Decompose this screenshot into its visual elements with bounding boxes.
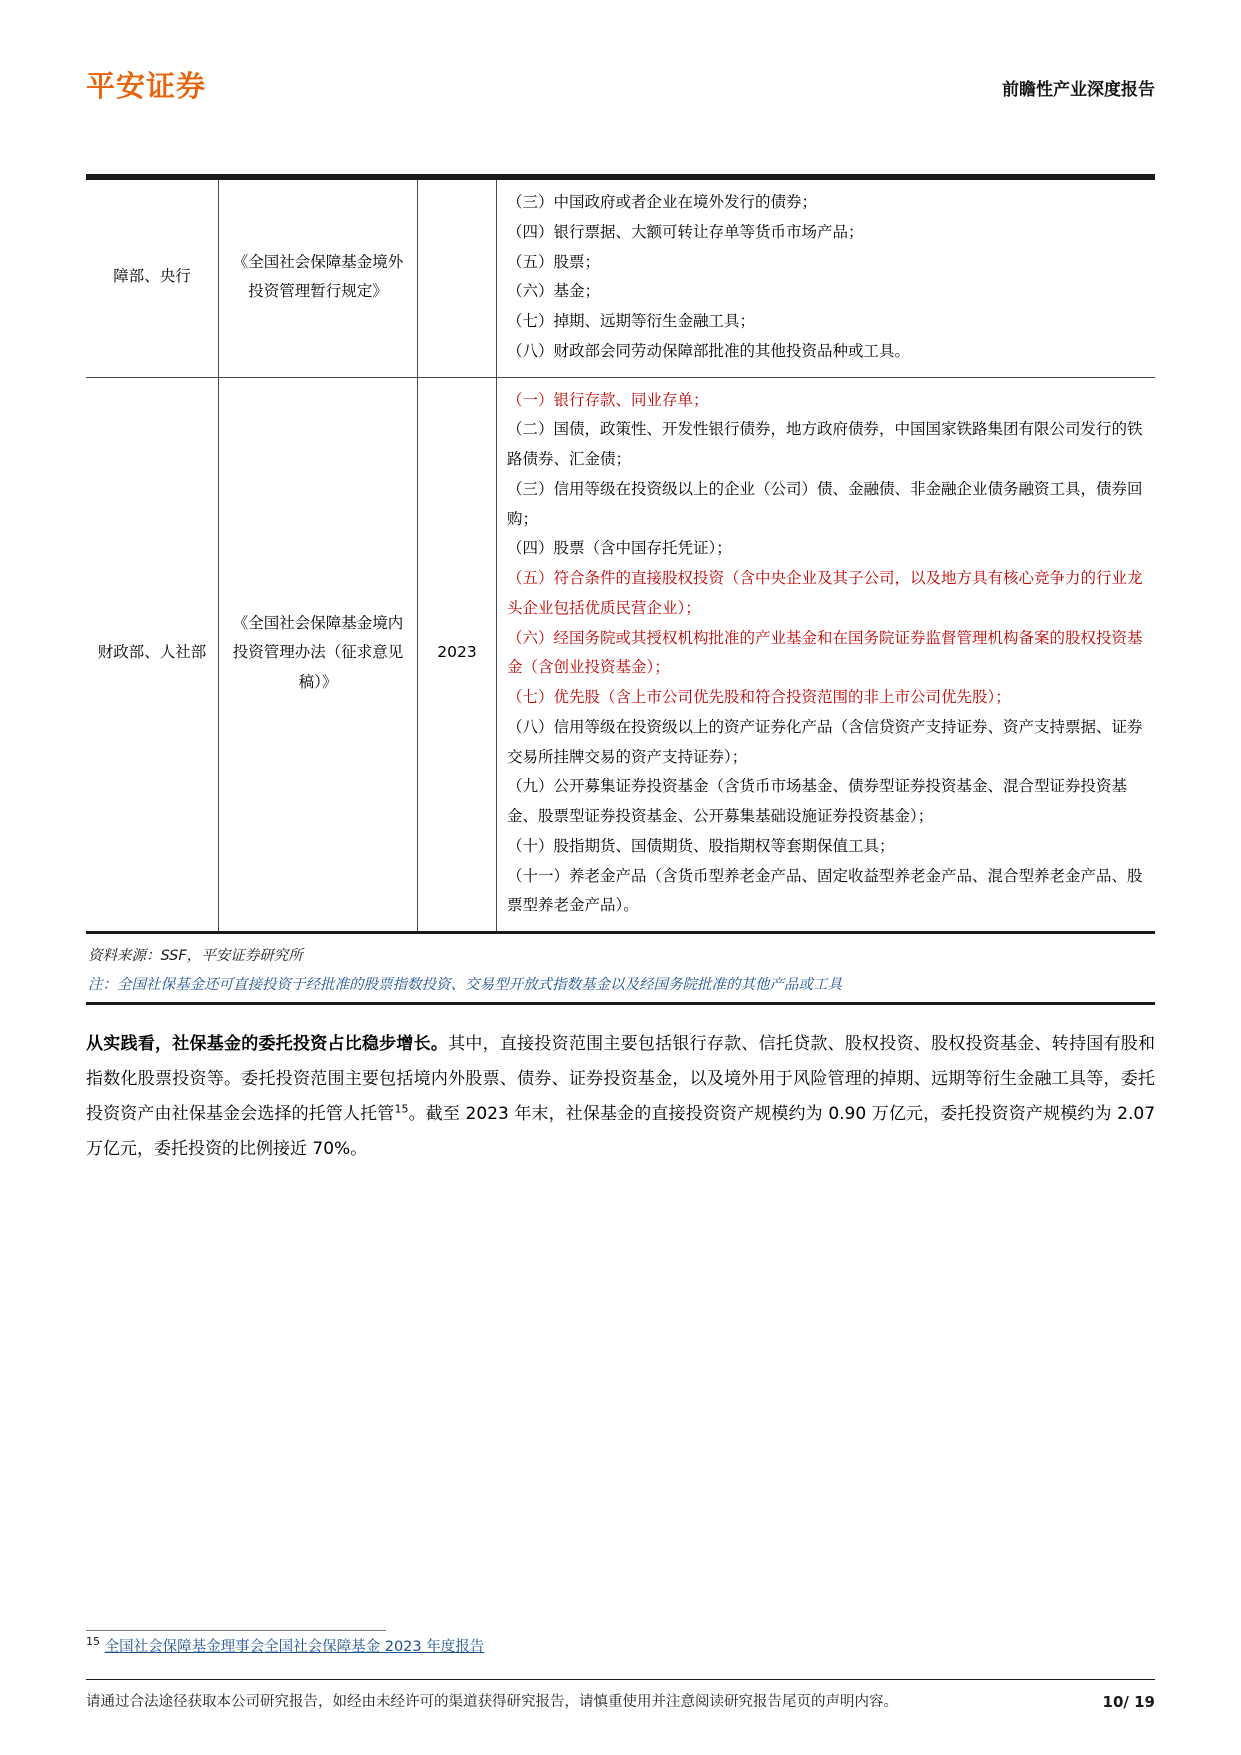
scope-item: （三）中国政府或者企业在境外发行的债券； bbox=[507, 193, 818, 211]
cell-year: 2023 bbox=[418, 377, 497, 933]
cell-document-name: 《全国社会保障基金境外投资管理暂行规定》 bbox=[219, 179, 418, 378]
table-source-line: 资料来源：SSF，平安证券研究所 bbox=[88, 948, 303, 964]
body-paragraph bbox=[86, 1027, 1155, 1167]
scope-item: （三）信用等级在投资级以上的企业（公司）债、金融债、非金融企业债务融资工具，债券回购； bbox=[507, 479, 1143, 528]
cell-investment-scope bbox=[497, 377, 1156, 933]
page-header bbox=[86, 0, 1155, 150]
scope-item-highlighted: （一）银行存款、同业存单； bbox=[507, 390, 709, 409]
footnote-entry bbox=[86, 1637, 1155, 1659]
scope-item: （四）股票（含中国存托凭证）； bbox=[507, 539, 732, 558]
scope-item: （十一）养老金产品（含货币型养老金产品、固定收益型养老金产品、混合型养老金产品、股票型养老金产品）。 bbox=[507, 866, 1143, 915]
page-footer bbox=[86, 1679, 1155, 1711]
scope-item-highlighted: （五）符合条件的直接股权投资（含中央企业及其子公司，以及地方具有核心竞争力的行业龙头企业包括优质民营企业）； bbox=[507, 569, 1143, 617]
cell-document-name: 《全国社会保障基金境内投资管理办法（征求意见稿）》 bbox=[219, 377, 418, 933]
scope-item: （九）公开募集证券投资基金（含货币市场基金、债券型证券投资基金、混合型证券投资基金、股票型证券投资基金、公开募集基础设施证券投资基金）； bbox=[507, 777, 1128, 825]
footnote-divider bbox=[86, 1630, 386, 1631]
policy-investment-scope-table bbox=[86, 177, 1155, 934]
paragraph-text-part-2: 。截至 2023 年末，社保基金的直接投资资产规模约为 0.90 万亿元，委托投资资产规模约为 2.07 万亿元，委托投资的比例接近 70%。 bbox=[86, 1104, 1156, 1160]
company-logo-pingan-securities: 平安证券 bbox=[86, 69, 207, 103]
table-row bbox=[86, 179, 1155, 378]
footnote-link[interactable]: 全国社会保障基金理事会全国社会保障基金 2023 年度报告 bbox=[104, 1639, 485, 1656]
table-note-line: 注：全国社保基金还可直接投资于经批准的股票指数投资、交易型开放式指数基金以及经国务院批准的其他产品或工具 bbox=[86, 969, 1155, 1005]
scope-item: （十）股指期货、国债期货、股指期权等套期保值工具； bbox=[507, 836, 895, 855]
scope-item: （八）财政部会同劳动保障部批准的其他投资品种或工具。 bbox=[507, 341, 911, 360]
scope-item: （五）股票； bbox=[507, 252, 601, 271]
cell-department: 障部、央行 bbox=[86, 179, 219, 378]
report-type-label: 前瞻性产业深度报告 bbox=[1002, 80, 1155, 99]
scope-item: （六）基金； bbox=[507, 282, 601, 301]
scope-item: （七）掉期、远期等衍生金融工具； bbox=[507, 312, 756, 330]
table-body bbox=[86, 179, 1155, 933]
page-number: 10/ 19 bbox=[1102, 1693, 1155, 1711]
paragraph-lead-sentence: 从实践看，社保基金的委托投资占比稳步增长。 bbox=[86, 1034, 449, 1054]
scope-item: （四）银行票据、大额可转让存单等货币市场产品； bbox=[507, 222, 864, 241]
footnote-reference-marker: 15 bbox=[394, 1102, 409, 1116]
paragraph-text-part-1: 其中，直接投资范围主要包括银行存款、信托贷款、股权投资、股权投资基金、转持国有股和指数化股票投资等。委托投资范围主要包括境内外股票、债券、证券投资基金，以及境外用于风险管理的掉期、远期等衍生金融工具等，委托投资资产由社保基金会选择的托管人托管 bbox=[86, 1034, 1156, 1125]
scope-item: （二）国债，政策性、开发性银行债券，地方政府债券，中国国家铁路集团有限公司发行的铁路债券、汇金债； bbox=[507, 420, 1143, 468]
footer-disclaimer: 请通过合法途径获取本公司研究报告，如经由未经许可的渠道获得研究报告，请慎重使用并注意阅读研究报告尾页的声明内容。 bbox=[86, 1694, 898, 1710]
scope-item-highlighted: （六）经国务院或其授权机构批准的产业基金和在国务院证券监督管理机构备案的股权投资基金（含创业投资基金）； bbox=[507, 628, 1143, 677]
cell-year bbox=[418, 179, 497, 378]
scope-item: （八）信用等级在投资级以上的资产证券化产品（含信贷资产支持证券、资产支持票据、证券交易所挂牌交易的资产支持证券）； bbox=[507, 717, 1143, 766]
cell-department: 财政部、人社部 bbox=[86, 377, 219, 933]
footnote-number: 15 bbox=[86, 1635, 100, 1649]
scope-item-highlighted: （七）优先股（含上市公司优先股和符合投资范围的非上市公司优先股）； bbox=[507, 688, 1011, 706]
table-row bbox=[86, 377, 1155, 933]
cell-investment-scope bbox=[497, 179, 1156, 378]
footnote-area bbox=[86, 1630, 1155, 1659]
